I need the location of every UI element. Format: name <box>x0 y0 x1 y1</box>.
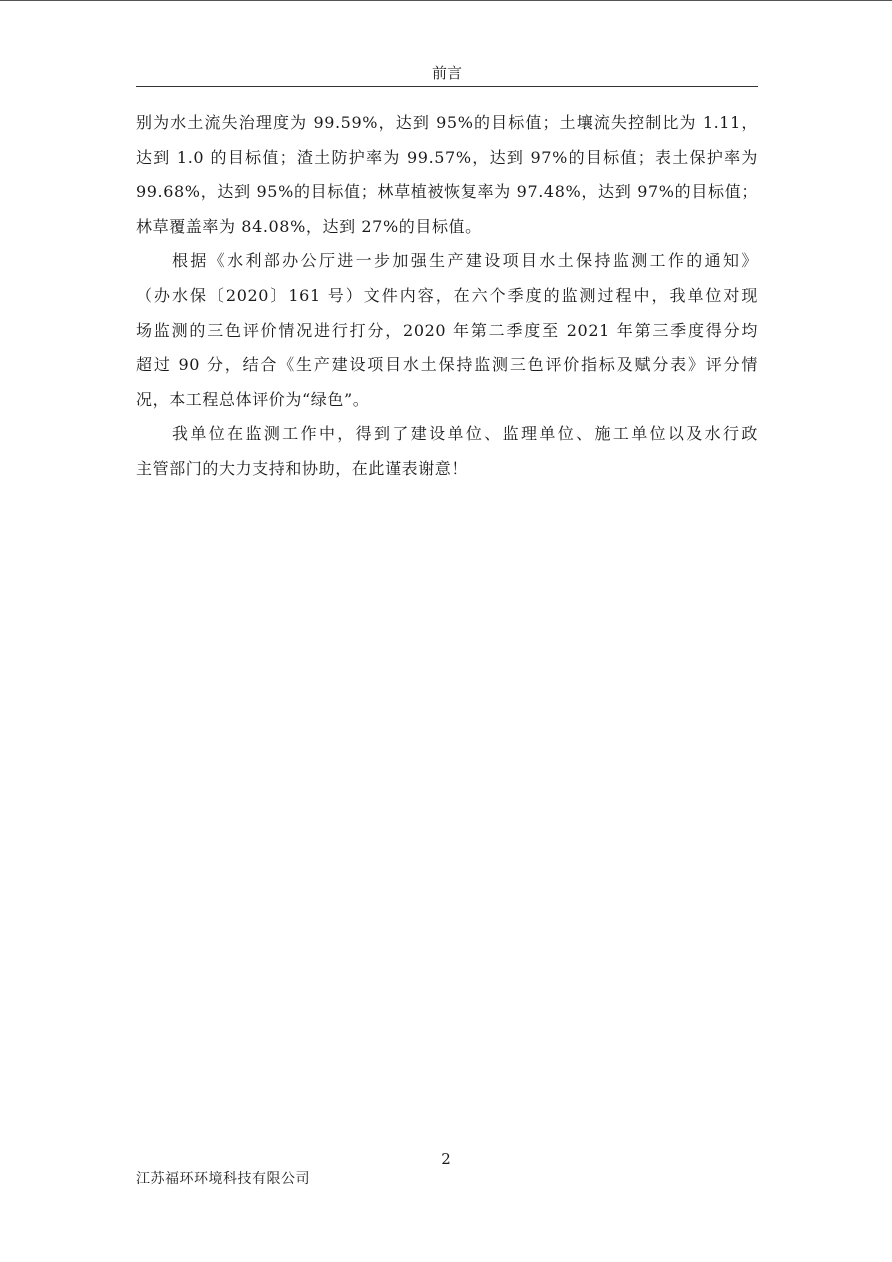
text-line: 场监测的三色评价情况进行打分，2020 年第二季度至 2021 年第三季度得分均 <box>136 320 758 340</box>
text-line: （办水保〔2020〕161 号）文件内容，在六个季度的监测过程中，我单位对现 <box>136 285 758 305</box>
footer-company: 江苏福环环境科技有限公司 <box>136 1171 310 1187</box>
text-line: 况，本工程总体评价为“绿色”。 <box>136 389 370 409</box>
running-header <box>136 62 758 87</box>
document-body <box>136 106 758 487</box>
paragraph-acknowledgement <box>136 417 758 486</box>
text-line: 根据《水利部办公厅进一步加强生产建设项目水土保持监测工作的通知》 <box>172 251 758 271</box>
text-line: 达到 1.0 的目标值；渣土防护率为 99.57%，达到 97%的目标值；表土保护率为 <box>136 147 758 167</box>
text-line: 别为水土流失治理度为 99.59%，达到 95%的目标值；土壤流失控制比为 1.11， <box>136 113 758 132</box>
page-top-border <box>0 0 892 1</box>
text-line: 林草覆盖率为 84.08%，达到 27%的目标值。 <box>136 216 482 236</box>
text-line: 超过 90 分，结合《生产建设项目水土保持监测三色评价指标及赋分表》评分情 <box>136 355 758 375</box>
paragraph-evaluation <box>136 244 758 417</box>
text-line: 99.68%，达到 95%的目标值；林草植被恢复率为 97.48%，达到 97%的目标值； <box>136 182 758 202</box>
text-line: 我单位在监测工作中，得到了建设单位、监理单位、施工单位以及水行政 <box>172 424 758 444</box>
header-title: 前言 <box>431 64 462 82</box>
page-number: 2 <box>441 1150 451 1168</box>
paragraph-targets <box>136 106 758 244</box>
text-line: 主管部门的大力支持和协助，在此谨表谢意！ <box>136 458 469 478</box>
